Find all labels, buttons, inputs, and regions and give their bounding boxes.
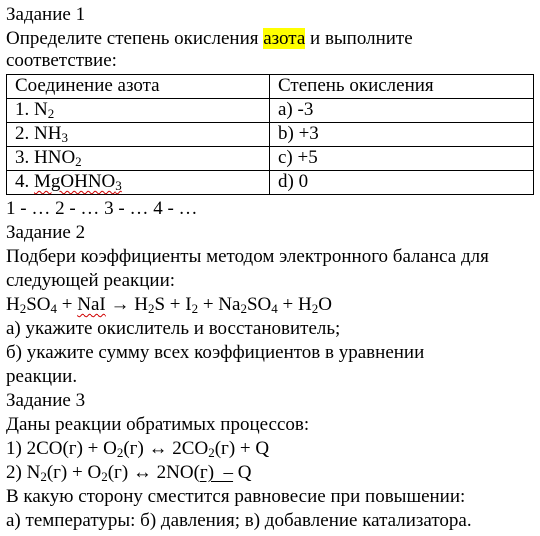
compound-cell [7,99,270,123]
compound-cell [7,171,270,195]
matching-table [6,74,534,195]
table-row [7,99,534,123]
subscript: 2 [75,154,82,169]
task2-item-a: а) укажите окислитель и восстановитель; [6,318,341,339]
eq-part: S + I [154,294,192,315]
subscript: 2 [19,301,27,316]
reaction-2 [6,462,252,484]
table-header-row [7,75,534,99]
task1-prompt-end: и выполните [305,28,413,49]
task2-prompt-line1: Подбери коэффициенты методом электронного баланса для [6,246,489,267]
eq-part: Q [233,462,252,483]
table-row [7,171,534,195]
eq-part: H [6,294,20,315]
subscript: 2 [147,301,155,316]
subscript: 3 [61,130,68,145]
column-header-oxidation-state: Степень окисления [270,75,534,99]
formula: N [34,99,48,120]
task1-prompt-start: Определите степень окисления [6,28,264,49]
formula: NH [34,123,62,144]
column-header-compound: Соединение азота [7,75,270,99]
eq-part: + H [277,294,312,315]
compound-cell [7,147,270,171]
subscript: 4 [271,301,278,316]
eq-part: (г) ↔ 2CO [123,438,209,459]
task1-title: Задание 1 [6,4,86,25]
eq-part: (г) ↔ 2NO( [107,462,200,483]
formula: MgOHNO [34,171,116,192]
subscript: 2 [116,445,124,460]
spellcheck-underlined-formula: NaI [77,294,106,315]
answer-cell: c) +5 [270,147,534,171]
task3-title: Задание 3 [6,390,86,411]
eq-part: SO [26,294,51,315]
subscript: 3 [115,178,122,193]
eq-part: (г) + O [46,462,102,483]
task2-title: Задание 2 [6,222,86,243]
eq-part: → H [105,294,148,315]
task3-question: В какую сторону сместится равновесие при повышении: [6,486,466,507]
answer-cell: a) -3 [270,99,534,123]
table-row [7,147,534,171]
subscript: 2 [40,469,47,484]
task1-prompt-line2: соответствие: [6,50,117,71]
subscript: 2 [47,106,55,121]
reaction-1 [6,438,269,460]
subscript: 2 [101,469,108,484]
subscript: 2 [240,301,247,316]
subscript: 2 [208,445,215,460]
subscript: 4 [50,301,58,316]
task1-prompt [6,28,413,50]
reaction-equation [6,294,332,316]
subscript: 2 [311,301,319,316]
underlined-fragment: г) – [199,462,234,483]
task2-item-b-line1: б) укажите сумму всех коэффициентов в уравнении [6,342,425,363]
eq-part: + Na [198,294,241,315]
task2-item-b-line2: реакции. [6,366,78,387]
task3-options: а) температуры: б) давления; в) добавление катализатора. [6,510,472,531]
eq-part: 2) N [6,462,41,483]
answer-cell: b) +3 [270,123,534,147]
row-number: 4. [15,171,34,192]
row-number: 3. [15,147,34,168]
eq-part: O [318,294,332,315]
subscript: 2 [191,301,199,316]
compound-cell [7,123,270,147]
formula: HNO [34,147,76,168]
match-line: 1 - … 2 - … 3 - … 4 - … [6,198,198,219]
table-row [7,123,534,147]
eq-part: (г) + Q [214,438,270,459]
row-number: 1. [15,99,34,120]
spellcheck-underlined-formula [34,171,122,192]
task3-prompt: Даны реакции обратимых процессов: [6,414,310,435]
answer-cell: d) 0 [270,171,534,195]
task2-prompt-line2: следующей реакции: [6,270,176,291]
row-number: 2. [15,123,34,144]
highlighted-word: азота [263,28,306,49]
eq-part: + [57,294,78,315]
eq-part: SO [246,294,272,315]
eq-part: 1) 2CO(г) + O [6,438,117,459]
